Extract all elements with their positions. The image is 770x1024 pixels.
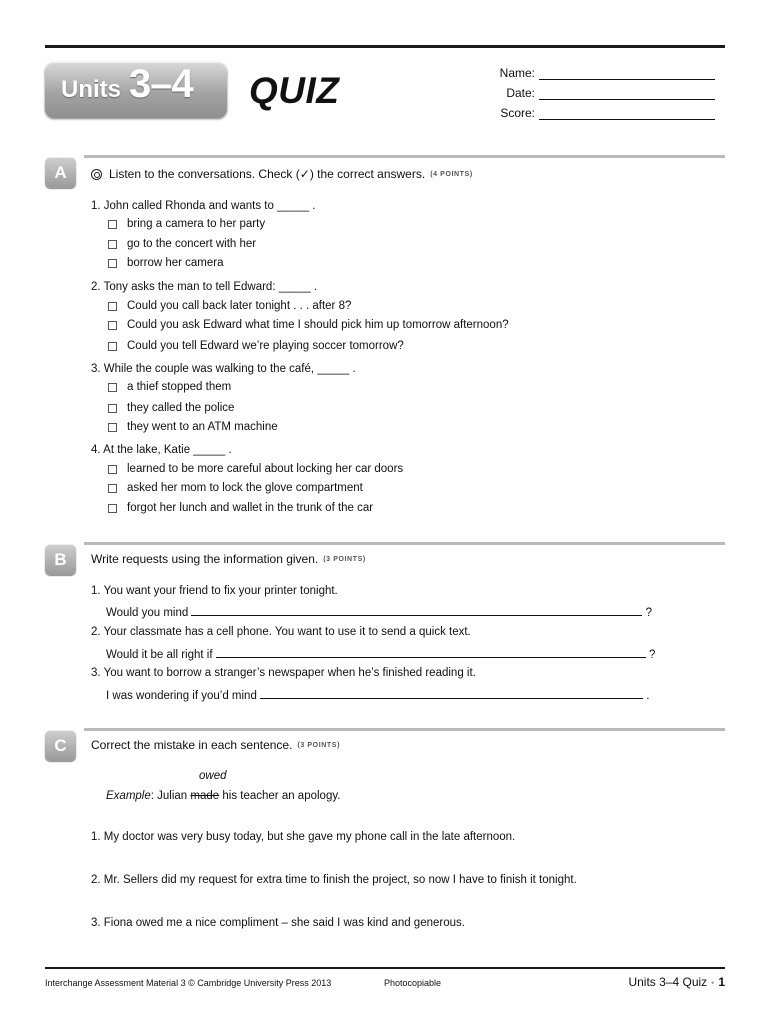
option-label: borrow her camera [127,257,224,269]
checkbox[interactable] [108,240,117,249]
section-c-instruction-text: Correct the mistake in each sentence. [91,738,293,752]
example-pre: : Julian [150,790,191,802]
answer-option[interactable] [108,218,265,230]
section-a-rule [84,155,725,158]
section-c-points: (3 POINTS) [297,741,340,749]
request-line-1 [106,605,652,619]
bullet-icon: • [711,978,715,988]
example-struck-word: made [190,790,220,802]
date-field[interactable] [539,86,715,100]
answer-option[interactable] [108,402,234,414]
example-correction: owed [199,770,227,782]
checkbox[interactable] [108,465,117,474]
section-b-rule [84,542,725,545]
answer-option[interactable] [108,463,403,475]
score-label: Score: [500,106,535,120]
answer-option[interactable] [108,502,373,514]
checkbox[interactable] [108,423,117,432]
section-b-instruction [91,552,366,566]
section-a-badge: A [45,157,76,188]
top-rule [45,45,725,48]
option-label: learned to be more careful about locking her car doors [127,463,404,475]
question-4: 4. At the lake, Katie _____ . [91,444,232,456]
request-end: . [646,690,650,702]
footer-photocopiable: Photocopiable [384,978,442,988]
section-c-rule [84,728,725,731]
option-label: bring a camera to her party [127,218,266,230]
page-number: 1 [718,975,725,989]
option-label: go to the concert with her [127,238,257,250]
section-c-instruction [91,738,340,752]
checkbox[interactable] [108,342,117,351]
footer-page-info [628,975,725,989]
correction-sentence-1[interactable]: 1. My doctor was very busy today, but she gave my phone call in the late afternoon. [91,831,516,843]
question-3: 3. While the couple was walking to the café, _____ . [91,363,356,375]
answer-option[interactable] [108,257,224,269]
quiz-title: QUIZ [249,70,340,111]
section-b-points: (3 POINTS) [323,555,366,563]
checkbox[interactable] [108,321,117,330]
section-a-instruction-text: Listen to the conversations. Check (✓) the correct answers. [109,167,426,181]
answer-blank[interactable] [260,688,643,699]
checkbox[interactable] [108,383,117,392]
request-prompt-1: 1. You want your friend to fix your printer tonight. [91,585,338,597]
checkbox[interactable] [108,259,117,268]
student-info [448,60,715,120]
footer-rule [45,967,725,969]
footer-quiz-title: Units 3–4 Quiz [628,975,708,989]
request-end: ? [648,649,656,661]
answer-option[interactable] [108,421,278,433]
question-2: 2. Tony asks the man to tell Edward: _____ . [91,281,318,293]
example-post: his teacher an apology. [219,790,341,802]
example-label: Example [106,790,151,802]
answer-option[interactable] [108,340,404,352]
option-label: forgot her lunch and wallet in the trunk of the car [127,502,374,514]
answer-blank[interactable] [191,605,642,616]
request-stem: Would it be all right if [106,649,213,661]
example-sentence [106,790,340,802]
section-b-badge: B [45,544,76,575]
section-c-badge: C [45,730,76,761]
section-a-instruction [91,167,473,181]
answer-option[interactable] [108,381,231,393]
checkbox[interactable] [108,504,117,513]
request-stem: Would you mind [106,607,189,619]
units-number: 3–4 [129,62,193,106]
name-label: Name: [499,66,535,80]
request-stem: I was wondering if you’d mind [106,690,257,702]
date-label: Date: [506,86,535,100]
answer-option[interactable] [108,319,509,331]
checkbox[interactable] [108,484,117,493]
request-line-2 [106,647,655,661]
option-label: a thief stopped them [127,381,232,393]
request-end: ? [645,607,653,619]
option-label: they went to an ATM machine [127,421,278,433]
correction-sentence-3[interactable]: 3. Fiona owed me a nice compliment – she said I was kind and generous. [91,917,465,929]
name-field[interactable] [539,66,715,80]
option-label: they called the police [127,402,235,414]
answer-blank[interactable] [216,647,646,658]
units-badge [45,62,227,118]
score-field[interactable] [539,106,715,120]
units-word: Units [61,76,121,103]
answer-option[interactable] [108,300,351,312]
option-label: asked her mom to lock the glove compartment [127,482,363,494]
section-b-instruction-text: Write requests using the information given. [91,552,319,566]
option-label: Could you call back later tonight . . . after 8? [127,300,352,312]
request-prompt-3: 3. You want to borrow a stranger’s newspaper when he’s finished reading it. [91,667,476,679]
correction-sentence-2[interactable]: 2. Mr. Sellers did my request for extra time to finish the project, so now I have to finish it tonight. [91,874,577,886]
request-prompt-2: 2. Your classmate has a cell phone. You want to use it to send a quick text. [91,626,471,638]
option-label: Could you ask Edward what time I should pick him up tomorrow afternoon? [127,319,509,331]
answer-option[interactable] [108,482,363,494]
checkbox[interactable] [108,302,117,311]
checkbox[interactable] [108,404,117,413]
section-a-points: (4 POINTS) [430,170,473,178]
answer-option[interactable] [108,238,256,250]
request-line-3 [106,688,649,702]
option-label: Could you tell Edward we’re playing soccer tomorrow? [127,340,404,352]
checkbox[interactable] [108,220,117,229]
question-1: 1. John called Rhonda and wants to _____ . [91,200,316,212]
footer-copyright: Interchange Assessment Material 3 © Cambridge University Press 2013 [45,978,332,988]
audio-cd-icon [91,169,102,180]
